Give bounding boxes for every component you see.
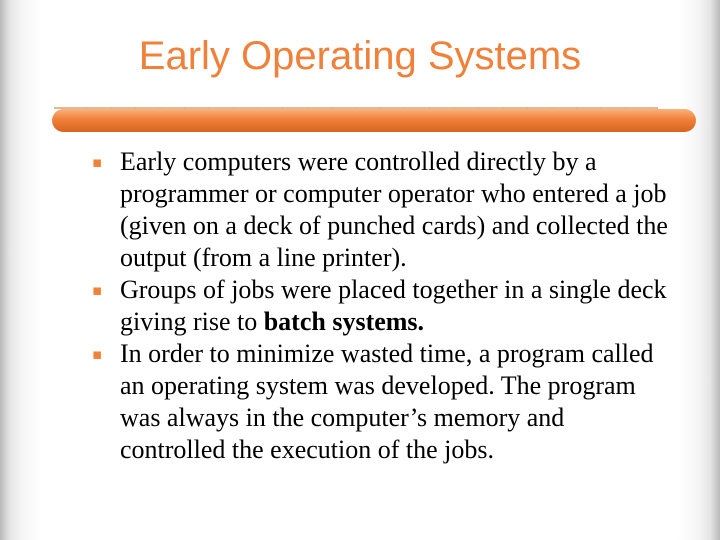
bullet-item-1 [92, 146, 672, 274]
bullet-item-2 [92, 274, 672, 338]
bullet-text: In order to minimize wasted time, a program called an operating system was developed. The program was always in the computer’s memory and controlled the execution of the jobs. [120, 339, 654, 464]
square-bullet-icon: ▪ [92, 281, 103, 299]
bullet-text: Groups of jobs were placed together in a single deck giving rise to [120, 275, 667, 336]
bullet-bold-term: batch systems. [263, 307, 425, 336]
square-bullet-icon: ▪ [92, 153, 103, 171]
bullet-list [92, 146, 672, 466]
title-divider-bar [52, 100, 696, 140]
slide-title: Early Operating Systems [138, 34, 582, 78]
bullet-item-3 [92, 338, 672, 466]
bullet-text: Early computers were controlled directly by a programmer or computer operator who entered a job (given on a deck of punched cards) and collected the output (from a line printer). [120, 147, 668, 272]
square-bullet-icon: ▪ [92, 345, 103, 363]
